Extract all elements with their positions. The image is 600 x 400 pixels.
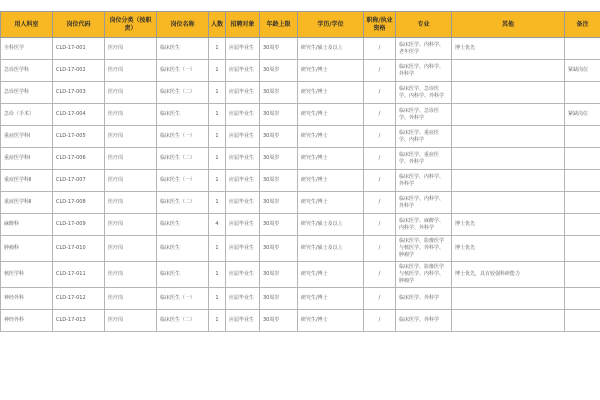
table-row bbox=[1, 38, 600, 60]
cell-title: / bbox=[364, 126, 396, 148]
cell-age: 30周岁 bbox=[260, 82, 298, 104]
cell-name: 临床医生 bbox=[157, 104, 209, 126]
cell-edu: 研究生/博士 bbox=[298, 126, 364, 148]
cell-other: 博士优先 bbox=[452, 236, 565, 262]
cell-num: 1 bbox=[209, 60, 226, 82]
cell-major: 临床医学、麻醉学、内科学、外科学 bbox=[396, 214, 452, 236]
table-row bbox=[1, 60, 600, 82]
table-row bbox=[1, 82, 600, 104]
cell-target: 应届毕业生 bbox=[226, 192, 260, 214]
cell-code: CLD-17-004 bbox=[53, 104, 105, 126]
cell-cat: 医疗岗 bbox=[105, 214, 157, 236]
cell-cat: 医疗岗 bbox=[105, 192, 157, 214]
column-header: 年龄上限 bbox=[260, 12, 298, 38]
cell-code: CLD-17-005 bbox=[53, 126, 105, 148]
cell-code: CLD-17-011 bbox=[53, 262, 105, 288]
cell-title: / bbox=[364, 310, 396, 332]
cell-name: 临床医生（一） bbox=[157, 126, 209, 148]
cell-major: 临床医学、重症医学、内科学 bbox=[396, 126, 452, 148]
cell-other bbox=[452, 288, 565, 310]
cell-edu: 研究生/硕士及以上 bbox=[298, 236, 364, 262]
cell-major: 临床医学、内科学、外科学 bbox=[396, 192, 452, 214]
cell-age: 30周岁 bbox=[260, 310, 298, 332]
cell-num: 1 bbox=[209, 310, 226, 332]
cell-edu: 研究生/博士 bbox=[298, 82, 364, 104]
cell-title: / bbox=[364, 288, 396, 310]
cell-target: 应届毕业生 bbox=[226, 104, 260, 126]
cell-num: 1 bbox=[209, 288, 226, 310]
cell-edu: 研究生/博士 bbox=[298, 262, 364, 288]
cell-age: 30周岁 bbox=[260, 262, 298, 288]
cell-note: 紧缺岗位 bbox=[565, 60, 600, 82]
cell-major: 临床医学、外科学 bbox=[396, 288, 452, 310]
table-header-row bbox=[1, 12, 600, 38]
cell-age: 30周岁 bbox=[260, 236, 298, 262]
cell-target: 应届毕业生 bbox=[226, 148, 260, 170]
cell-title: / bbox=[364, 82, 396, 104]
cell-title: / bbox=[364, 104, 396, 126]
cell-code: CLD-17-008 bbox=[53, 192, 105, 214]
cell-code: CLD-17-002 bbox=[53, 60, 105, 82]
cell-title: / bbox=[364, 236, 396, 262]
cell-other bbox=[452, 310, 565, 332]
column-header: 招聘对象 bbox=[226, 12, 260, 38]
cell-num: 1 bbox=[209, 170, 226, 192]
cell-target: 应届毕业生 bbox=[226, 310, 260, 332]
recruitment-table bbox=[0, 11, 600, 332]
cell-num: 1 bbox=[209, 82, 226, 104]
cell-dept: 急诊（手术） bbox=[1, 104, 53, 126]
cell-num: 1 bbox=[209, 236, 226, 262]
cell-cat: 医疗岗 bbox=[105, 236, 157, 262]
column-header: 人数 bbox=[209, 12, 226, 38]
cell-cat: 医疗岗 bbox=[105, 126, 157, 148]
cell-note bbox=[565, 214, 600, 236]
table-row bbox=[1, 214, 600, 236]
cell-other: 博士优先 bbox=[452, 38, 565, 60]
column-header: 用人科室 bbox=[1, 12, 53, 38]
cell-cat: 医疗岗 bbox=[105, 104, 157, 126]
cell-num: 1 bbox=[209, 126, 226, 148]
cell-other bbox=[452, 170, 565, 192]
cell-cat: 医疗岗 bbox=[105, 148, 157, 170]
column-header: 学历/学位 bbox=[298, 12, 364, 38]
cell-name: 临床医生（二） bbox=[157, 82, 209, 104]
cell-target: 应届毕业生 bbox=[226, 214, 260, 236]
cell-note bbox=[565, 38, 600, 60]
cell-note bbox=[565, 236, 600, 262]
column-header: 岗位名称 bbox=[157, 12, 209, 38]
cell-target: 应届毕业生 bbox=[226, 262, 260, 288]
cell-dept: 核医学科 bbox=[1, 262, 53, 288]
cell-edu: 研究生/博士 bbox=[298, 104, 364, 126]
cell-edu: 研究生/博士 bbox=[298, 60, 364, 82]
cell-code: CLD-17-013 bbox=[53, 310, 105, 332]
cell-note bbox=[565, 310, 600, 332]
cell-name: 临床医生（二） bbox=[157, 192, 209, 214]
cell-title: / bbox=[364, 192, 396, 214]
table-row bbox=[1, 192, 600, 214]
cell-target: 应届毕业生 bbox=[226, 126, 260, 148]
cell-code: CLD-17-007 bbox=[53, 170, 105, 192]
cell-other bbox=[452, 104, 565, 126]
cell-major: 临床医学、内科学、外科学 bbox=[396, 170, 452, 192]
cell-target: 应届毕业生 bbox=[226, 170, 260, 192]
cell-title: / bbox=[364, 170, 396, 192]
cell-other bbox=[452, 82, 565, 104]
cell-name: 临床医生（二） bbox=[157, 148, 209, 170]
cell-title: / bbox=[364, 60, 396, 82]
cell-dept: 神经外科 bbox=[1, 288, 53, 310]
cell-code: CLD-17-012 bbox=[53, 288, 105, 310]
cell-dept: 重症医学科Ⅱ bbox=[1, 192, 53, 214]
cell-name: 临床医生（二） bbox=[157, 310, 209, 332]
cell-edu: 研究生/博士 bbox=[298, 288, 364, 310]
cell-cat: 医疗岗 bbox=[105, 82, 157, 104]
cell-note bbox=[565, 288, 600, 310]
column-header: 备注 bbox=[565, 12, 600, 38]
cell-code: CLD-17-010 bbox=[53, 236, 105, 262]
cell-num: 1 bbox=[209, 38, 226, 60]
cell-title: / bbox=[364, 262, 396, 288]
cell-num: 1 bbox=[209, 262, 226, 288]
cell-dept: 重症医学科Ⅱ bbox=[1, 170, 53, 192]
table-row bbox=[1, 262, 600, 288]
cell-age: 30周岁 bbox=[260, 104, 298, 126]
cell-note bbox=[565, 170, 600, 192]
column-header: 岗位分类（按职责） bbox=[105, 12, 157, 38]
cell-name: 临床医生（一） bbox=[157, 60, 209, 82]
cell-name: 临床医生 bbox=[157, 262, 209, 288]
cell-title: / bbox=[364, 148, 396, 170]
cell-age: 30周岁 bbox=[260, 192, 298, 214]
cell-target: 应届毕业生 bbox=[226, 82, 260, 104]
cell-age: 30周岁 bbox=[260, 126, 298, 148]
table-body bbox=[1, 38, 600, 332]
cell-name: 临床医生 bbox=[157, 214, 209, 236]
table-row bbox=[1, 288, 600, 310]
cell-dept: 肿瘤科 bbox=[1, 236, 53, 262]
column-header: 专业 bbox=[396, 12, 452, 38]
cell-other: 博士优先 bbox=[452, 214, 565, 236]
cell-name: 临床医生（一） bbox=[157, 288, 209, 310]
cell-title: / bbox=[364, 214, 396, 236]
cell-edu: 研究生/博士 bbox=[298, 310, 364, 332]
cell-name: 临床医生（一） bbox=[157, 170, 209, 192]
cell-note bbox=[565, 192, 600, 214]
cell-edu: 研究生/博士 bbox=[298, 170, 364, 192]
cell-major: 临床医学、外科学 bbox=[396, 310, 452, 332]
cell-age: 30周岁 bbox=[260, 38, 298, 60]
cell-name: 临床医生 bbox=[157, 236, 209, 262]
cell-major: 临床医学、急诊医学、内科学、外科学 bbox=[396, 82, 452, 104]
cell-dept: 重症医学科Ⅰ bbox=[1, 126, 53, 148]
cell-cat: 医疗岗 bbox=[105, 170, 157, 192]
cell-num: 1 bbox=[209, 104, 226, 126]
table-row bbox=[1, 170, 600, 192]
cell-major: 临床医学、内科学、外科学 bbox=[396, 60, 452, 82]
cell-code: CLD-17-001 bbox=[53, 38, 105, 60]
cell-edu: 研究生/硕士及以上 bbox=[298, 214, 364, 236]
cell-other: 博士优先，具有较强科研能力 bbox=[452, 262, 565, 288]
cell-dept: 急诊医学科 bbox=[1, 82, 53, 104]
cell-edu: 研究生/硕士及以上 bbox=[298, 38, 364, 60]
table-row bbox=[1, 104, 600, 126]
cell-other bbox=[452, 60, 565, 82]
table-row bbox=[1, 310, 600, 332]
cell-cat: 医疗岗 bbox=[105, 60, 157, 82]
cell-num: 1 bbox=[209, 192, 226, 214]
cell-age: 30周岁 bbox=[260, 60, 298, 82]
cell-target: 应届毕业生 bbox=[226, 60, 260, 82]
cell-major: 临床医学、急诊医学、外科学 bbox=[396, 104, 452, 126]
cell-major: 临床医学、重症医学、外科学 bbox=[396, 148, 452, 170]
cell-target: 应届毕业生 bbox=[226, 38, 260, 60]
cell-major: 临床医学、内科学、老年医学 bbox=[396, 38, 452, 60]
cell-num: 1 bbox=[209, 148, 226, 170]
cell-cat: 医疗岗 bbox=[105, 262, 157, 288]
cell-code: CLD-17-006 bbox=[53, 148, 105, 170]
cell-dept: 麻醉科 bbox=[1, 214, 53, 236]
cell-dept: 全科医学 bbox=[1, 38, 53, 60]
cell-code: CLD-17-003 bbox=[53, 82, 105, 104]
cell-major: 临床医学、影像医学与核医学、外科学、肿瘤学 bbox=[396, 236, 452, 262]
cell-note bbox=[565, 262, 600, 288]
table-row bbox=[1, 148, 600, 170]
cell-target: 应届毕业生 bbox=[226, 236, 260, 262]
cell-title: / bbox=[364, 38, 396, 60]
cell-dept: 神经外科 bbox=[1, 310, 53, 332]
cell-cat: 医疗岗 bbox=[105, 310, 157, 332]
cell-edu: 研究生/博士 bbox=[298, 148, 364, 170]
cell-num: 4 bbox=[209, 214, 226, 236]
cell-dept: 重症医学科Ⅰ bbox=[1, 148, 53, 170]
cell-code: CLD-17-009 bbox=[53, 214, 105, 236]
cell-note: 紧缺岗位 bbox=[565, 104, 600, 126]
cell-note bbox=[565, 82, 600, 104]
cell-dept: 急诊医学科 bbox=[1, 60, 53, 82]
cell-major: 临床医学、影像医学与核医学、内科学、肿瘤学 bbox=[396, 262, 452, 288]
cell-age: 30周岁 bbox=[260, 214, 298, 236]
cell-age: 30周岁 bbox=[260, 288, 298, 310]
cell-target: 应届毕业生 bbox=[226, 288, 260, 310]
column-header: 职称/执业资格 bbox=[364, 12, 396, 38]
cell-note bbox=[565, 126, 600, 148]
table-row bbox=[1, 126, 600, 148]
cell-other bbox=[452, 192, 565, 214]
cell-note bbox=[565, 148, 600, 170]
cell-other bbox=[452, 148, 565, 170]
cell-other bbox=[452, 126, 565, 148]
cell-name: 临床医生 bbox=[157, 38, 209, 60]
cell-age: 30周岁 bbox=[260, 148, 298, 170]
column-header: 其他 bbox=[452, 12, 565, 38]
cell-cat: 医疗岗 bbox=[105, 38, 157, 60]
table-row bbox=[1, 236, 600, 262]
cell-edu: 研究生/博士 bbox=[298, 192, 364, 214]
column-header: 岗位代码 bbox=[53, 12, 105, 38]
cell-age: 30周岁 bbox=[260, 170, 298, 192]
cell-cat: 医疗岗 bbox=[105, 288, 157, 310]
